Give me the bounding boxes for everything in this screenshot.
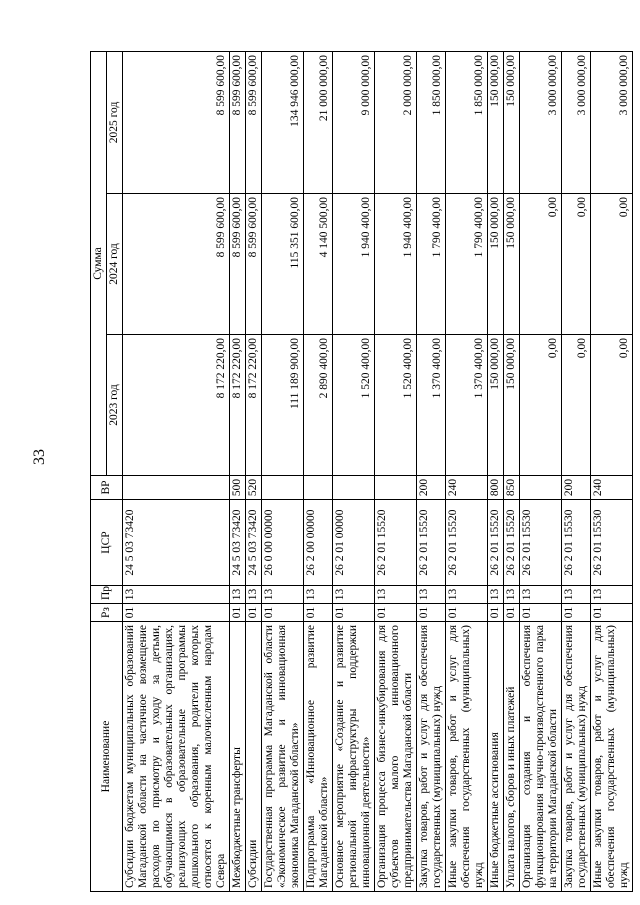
- row-2025: 8 599 600,00: [246, 51, 262, 193]
- header-2024: 2024 год: [107, 194, 123, 335]
- row-rz: 01: [230, 604, 246, 622]
- header-vr: ВР: [91, 476, 123, 500]
- row-name: Организация процесса бизнес-инкубирования для субъектов малого инновационного предпринимательства Магаданской области: [375, 622, 417, 892]
- header-csr: ЦСР: [91, 500, 123, 586]
- row-csr: 26 2 01 15520: [488, 500, 504, 586]
- row-2025: 2 000 000,00: [375, 51, 417, 193]
- row-rz: 01: [262, 604, 304, 622]
- row-rz: 01: [488, 604, 504, 622]
- row-csr: 26 0 00 00000: [262, 500, 304, 586]
- budget-table: [90, 51, 633, 892]
- row-2023: 0,00: [591, 335, 633, 476]
- row-csr: 26 2 01 15520: [504, 500, 520, 586]
- table-row: [591, 51, 633, 891]
- table-row: [417, 51, 446, 891]
- row-pr: 13: [262, 586, 304, 604]
- row-name: Субсидии: [246, 622, 262, 892]
- row-csr: 26 2 01 15520: [417, 500, 446, 586]
- row-2025: 3 000 000,00: [562, 51, 591, 193]
- row-rz: 01: [504, 604, 520, 622]
- row-pr: 13: [375, 586, 417, 604]
- row-rz: 01: [520, 604, 562, 622]
- row-2023: 8 172 220,00: [246, 335, 262, 476]
- row-csr: 26 2 01 15530: [520, 500, 562, 586]
- row-2025: 134 946 000,00: [262, 51, 304, 193]
- row-2025: 8 599 600,00: [230, 51, 246, 193]
- row-csr: 26 2 01 15530: [591, 500, 633, 586]
- row-pr: 13: [520, 586, 562, 604]
- row-name: Закупка товаров, работ и услуг для обеспечения государственных (муниципальных) нужд: [417, 622, 446, 892]
- row-2025: 1 850 000,00: [417, 51, 446, 193]
- row-2025: 9 000 000,00: [333, 51, 375, 193]
- row-vr: [520, 476, 562, 500]
- table-row: [262, 51, 304, 891]
- row-2023: 1 370 400,00: [446, 335, 488, 476]
- row-vr: 240: [446, 476, 488, 500]
- row-2024: 1 940 400,00: [333, 194, 375, 335]
- table-row: [446, 51, 488, 891]
- row-2023: 1 370 400,00: [417, 335, 446, 476]
- table-row: [488, 51, 504, 891]
- row-2024: 8 599 600,00: [123, 194, 230, 335]
- row-2024: 1 940 400,00: [375, 194, 417, 335]
- row-csr: 24 5 03 73420: [246, 500, 262, 586]
- row-2023: 111 189 900,00: [262, 335, 304, 476]
- row-vr: [123, 476, 230, 500]
- row-rz: 01: [375, 604, 417, 622]
- row-name: Иные бюджетные ассигнования: [488, 622, 504, 892]
- row-name: Основное мероприятие «Создание и развитие региональной инфраструктуры поддержки инновационной деятельности»: [333, 622, 375, 892]
- row-vr: [304, 476, 333, 500]
- header-rz: Рз: [91, 604, 123, 622]
- row-2023: 8 172 220,00: [230, 335, 246, 476]
- row-2025: 21 000 000,00: [304, 51, 333, 193]
- row-name: Государственная программа Магаданской области «Экономическое развитие и инновационная экономика Магаданской области»: [262, 622, 304, 892]
- row-rz: 01: [591, 604, 633, 622]
- row-vr: [333, 476, 375, 500]
- row-name: Уплата налогов, сборов и иных платежей: [504, 622, 520, 892]
- row-name: Иные закупки товаров, работ и услуг для обеспечения государственных (муниципальных) нужд: [591, 622, 633, 892]
- row-csr: 26 2 00 00000: [304, 500, 333, 586]
- row-2023: 1 520 400,00: [375, 335, 417, 476]
- row-vr: 520: [246, 476, 262, 500]
- row-2023: 8 172 220,00: [123, 335, 230, 476]
- table-body: [123, 51, 633, 891]
- row-vr: 850: [504, 476, 520, 500]
- table-row: [304, 51, 333, 891]
- row-name: Закупка товаров, работ и услуг для обеспечения государственных (муниципальных) нужд: [562, 622, 591, 892]
- row-vr: 200: [417, 476, 446, 500]
- row-pr: 13: [562, 586, 591, 604]
- row-pr: 13: [591, 586, 633, 604]
- table-row: [333, 51, 375, 891]
- row-2023: 2 890 400,00: [304, 335, 333, 476]
- row-csr: 24 5 03 73420: [123, 500, 230, 586]
- row-csr: 26 2 01 15520: [446, 500, 488, 586]
- header-sum: Сумма: [91, 51, 107, 475]
- row-2024: 150 000,00: [488, 194, 504, 335]
- row-csr: 26 2 01 00000: [333, 500, 375, 586]
- row-csr: 24 5 03 73420: [230, 500, 246, 586]
- row-name: Межбюджетные трансферты: [230, 622, 246, 892]
- row-csr: 26 2 01 15520: [375, 500, 417, 586]
- row-2023: 150 000,00: [488, 335, 504, 476]
- row-rz: 01: [333, 604, 375, 622]
- row-2025: 8 599 600,00: [123, 51, 230, 193]
- row-2025: 150 000,00: [504, 51, 520, 193]
- row-name: Иные закупки товаров, работ и услуг для обеспечения государственных (муниципальных) нужд: [446, 622, 488, 892]
- row-2024: 0,00: [591, 194, 633, 335]
- row-2024: 4 140 500,00: [304, 194, 333, 335]
- row-2024: 1 790 400,00: [446, 194, 488, 335]
- table-row: [520, 51, 562, 891]
- row-2024: 115 351 600,00: [262, 194, 304, 335]
- table-row: [230, 51, 246, 891]
- row-pr: 13: [446, 586, 488, 604]
- row-pr: 13: [333, 586, 375, 604]
- row-2024: 8 599 600,00: [246, 194, 262, 335]
- row-vr: 200: [562, 476, 591, 500]
- row-pr: 13: [123, 586, 230, 604]
- row-pr: 13: [417, 586, 446, 604]
- header-2023: 2023 год: [107, 335, 123, 476]
- row-csr: 26 2 01 15530: [562, 500, 591, 586]
- row-name: Подпрограмма «Инновационное развитие Магаданской области»: [304, 622, 333, 892]
- header-2025: 2025 год: [107, 51, 123, 193]
- row-name: Субсидии бюджетам муниципальных образований Магаданской области на частичное возмещение расходов по присмотру и уходу за детьми, обучающимися в образовательных организациях, реализующих образовательные программы дошкольного образования, родители которых относятся к коренным малочисленным народам Севера: [123, 622, 230, 892]
- page-number: 33: [31, 449, 48, 465]
- row-2023: 0,00: [562, 335, 591, 476]
- row-2023: 1 520 400,00: [333, 335, 375, 476]
- table-row: [562, 51, 591, 891]
- row-2024: 150 000,00: [504, 194, 520, 335]
- row-rz: 01: [304, 604, 333, 622]
- row-2025: 3 000 000,00: [520, 51, 562, 193]
- rotated-page-content: [90, 52, 630, 892]
- row-pr: 13: [504, 586, 520, 604]
- table-row: [123, 51, 230, 891]
- row-2024: 1 790 400,00: [417, 194, 446, 335]
- row-rz: 01: [446, 604, 488, 622]
- row-2023: 0,00: [520, 335, 562, 476]
- row-vr: 800: [488, 476, 504, 500]
- header-name: Наименование: [91, 622, 123, 892]
- row-name: Организация создания и обеспечения функционирования научно-производственного парка на территории Магаданской области: [520, 622, 562, 892]
- row-rz: 01: [246, 604, 262, 622]
- header-row: [91, 51, 107, 891]
- row-2024: 8 599 600,00: [230, 194, 246, 335]
- row-vr: [262, 476, 304, 500]
- row-vr: 500: [230, 476, 246, 500]
- row-2025: 3 000 000,00: [591, 51, 633, 193]
- table-row: [246, 51, 262, 891]
- row-pr: 13: [304, 586, 333, 604]
- row-vr: [375, 476, 417, 500]
- table-row: [375, 51, 417, 891]
- row-2023: 150 000,00: [504, 335, 520, 476]
- row-pr: 13: [246, 586, 262, 604]
- row-2025: 150 000,00: [488, 51, 504, 193]
- row-rz: 01: [417, 604, 446, 622]
- row-pr: 13: [230, 586, 246, 604]
- row-2024: 0,00: [562, 194, 591, 335]
- row-2025: 1 850 000,00: [446, 51, 488, 193]
- header-pr: Пр: [91, 586, 123, 604]
- row-rz: 01: [562, 604, 591, 622]
- row-rz: 01: [123, 604, 230, 622]
- table-row: [504, 51, 520, 891]
- row-2024: 0,00: [520, 194, 562, 335]
- row-pr: 13: [488, 586, 504, 604]
- row-vr: 240: [591, 476, 633, 500]
